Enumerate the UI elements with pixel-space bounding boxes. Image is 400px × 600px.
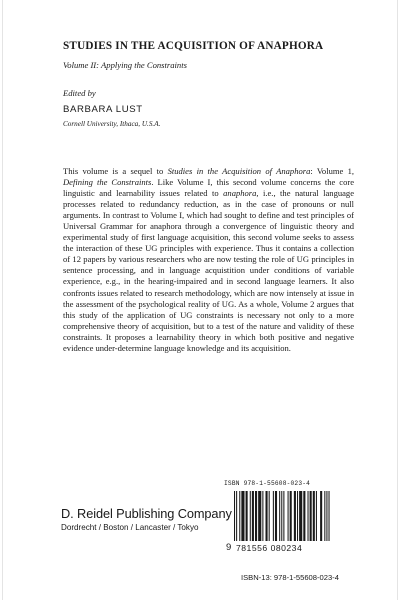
publisher-name: D. Reidel Publishing Company [61, 506, 232, 521]
isbn-label: ISBN 978-1-55608-023-4 [224, 480, 311, 487]
volume-subtitle: Volume II: Applying the Constraints [63, 60, 187, 70]
barcode-first-digit: 9 [226, 542, 232, 553]
barcode [226, 490, 344, 558]
blurb-segment-italic: anaphora [223, 188, 257, 199]
blurb-segment: , i.e., the natural language processes related to redundancy reduction, as in the case of pronouns or null arguments. In contrast to Volume I, which had sought to define and test principles of Universal Grammar for anaphora through a convergence of linguistic theory and experimental study of first language acquisition, this second volume seeks to assess the interaction of these UG principles with experience. Thus it contains a collection of 12 papers by various researchers who are now testing the role of UG principles in sentence processing, and in language acquistition under conditions of variable experience, e.g., in the hearing-impaired and in second language learners. It also confronts issues related to research methodology, which are now intensely at issue in the assessment of the psychological reality of UG. As a whole, Volume 2 argues that this study of the application of UG constraints is necessary not only to a more comprehensive theory of acquisition, but to a test of the nature and validity of these constraints. It proposes a learnability theory in which both positive and negative evidence under-determine language knowledge and its acquisition. [63, 188, 354, 353]
blurb-segment: This volume is a sequel to [63, 166, 168, 176]
barcode-digits: 781556 080234 [236, 543, 303, 553]
editor-name: BARBARA LUST [63, 104, 143, 115]
isbn-13-label: ISBN-13: 978-1-55608-023-4 [241, 573, 339, 582]
series-title: STUDIES IN THE ACQUISITION OF ANAPHORA [63, 40, 324, 52]
blurb-segment: : Volume 1, [310, 166, 355, 176]
edited-by-label: Edited by [63, 88, 96, 98]
back-cover-page [3, 0, 397, 600]
publisher-cities: Dordrecht / Boston / Lancaster / Tokyo [61, 523, 199, 532]
book-description [63, 166, 354, 354]
blurb-segment: . Like Volume I, this second volume concerns the core linguistic and learnability issues related to [63, 177, 355, 199]
barcode-bars [234, 491, 338, 543]
blurb-segment-italic: Studies in the Acquisition of Anaphora [167, 166, 311, 176]
blurb-segment-italic: Defining the Constraints [63, 177, 152, 188]
editor-affiliation: Cornell University, Ithaca, U.S.A. [63, 120, 161, 128]
